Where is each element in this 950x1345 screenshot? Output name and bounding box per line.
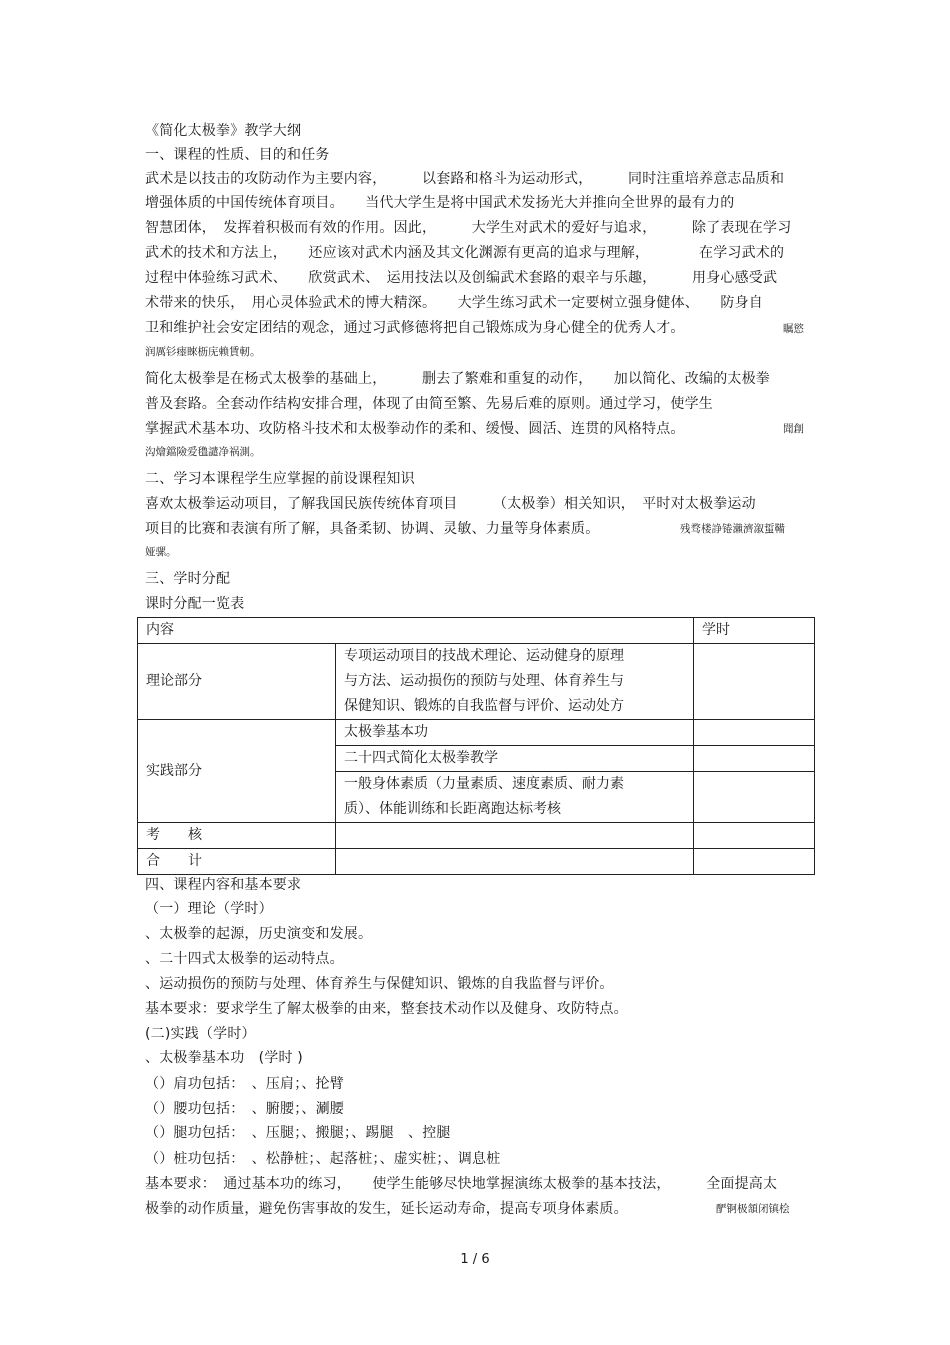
hours-cell <box>694 746 815 772</box>
garbled-text: 聞創 <box>783 423 804 435</box>
practice-item-cell: 二十四式简化太极拳教学 <box>336 746 694 772</box>
theory-content-cell <box>336 644 694 720</box>
practice-item-cell <box>336 772 694 823</box>
paragraph-line: 卫和维护社会安定团结的观念，通过习武修德将把自己锻炼成为身心健全的优秀人才。 <box>145 320 685 336</box>
requirement-text: 基本要求：要求学生了解太极拳的由来，整套技术动作以及健身、攻防特点。 <box>145 1001 628 1017</box>
paragraph-line: 武术是以技击的攻防动作为主要内容， 以套路和格斗为运动形式， 同时注重培养意志品质和 <box>145 171 785 187</box>
hours-cell <box>694 849 815 875</box>
cell-line: 质）、体能训练和长距离跑达标考核 <box>344 801 561 817</box>
cell-line: 与方法、运动损伤的预防与处理、体育养生与 <box>344 673 624 689</box>
paragraph-line: 简化太极拳是在杨式太极拳的基础上， 删去了繁难和重复的动作， 加以简化、改编的太极拳 <box>145 371 770 387</box>
list-item: （）腿功包括： 、压腿；、搬腿；、踢腿 、控腿 <box>145 1125 451 1141</box>
practice-item-cell: 太极拳基本功 <box>336 720 694 746</box>
paragraph-line: 喜欢太极拳运动项目，了解我国民族传统体育项目 （太极拳）相关知识， 平时对太极拳运动 <box>145 496 756 512</box>
hours-cell <box>694 720 815 746</box>
hours-cell <box>694 772 815 823</box>
document-title: 《简化太极拳》教学大纲 <box>145 123 302 139</box>
garbled-text: 娅骡。 <box>145 546 177 558</box>
list-item: 、运动损伤的预防与处理、体育养生与保健知识、锻炼的自我监督与评价。 <box>145 976 614 992</box>
paragraph-line: 掌握武术基本功、攻防格斗技术和太极拳动作的柔和、缓慢、圆活、连贯的风格特点。 <box>145 421 685 437</box>
paragraph-line: 普及套路。全套动作结构安排合理，体现了由简至繁、先易后难的原则。通过学习，使学生 <box>145 396 713 412</box>
section-1-heading: 一、课程的性质、目的和任务 <box>145 147 330 163</box>
paragraph-line: 项目的比赛和表演有所了解，具备柔韧、协调、灵敏、力量等身体素质。 <box>145 521 600 537</box>
subsection-heading: (二)实践（学时） <box>145 1026 256 1042</box>
practice-label-cell: 实践部分 <box>138 720 336 823</box>
garbled-text: 润厲钐瘗睞枥庑赖賃軔。 <box>145 346 261 358</box>
section-2-heading: 二、学习本课程学生应掌握的前设课程知识 <box>145 471 415 487</box>
hours-allocation-table <box>137 617 815 875</box>
table-row <box>138 849 815 875</box>
requirement-text: 基本要求： 通过基本功的练习， 使学生能够尽快地掌握演练太极拳的基本技法， 全面提高太 <box>145 1176 778 1192</box>
total-label-cell: 合 计 <box>138 849 336 875</box>
theory-label-cell: 理论部分 <box>138 644 336 720</box>
exam-label-cell: 考 核 <box>138 823 336 849</box>
table-row <box>138 644 815 720</box>
table-header-row <box>138 618 815 644</box>
garbled-text: 瞩慾 <box>783 323 804 335</box>
subsection-heading: （一）理论（学时） <box>145 901 273 917</box>
garbled-text: 酽锕极頷闭镇桧 <box>716 1203 790 1215</box>
cell-line: 保健知识、锻炼的自我监督与评价、运动处方 <box>344 698 624 714</box>
paragraph-line: 武术的技术和方法上， 还应该对武术内涵及其文化渊源有更高的追求与理解， 在学习武术的 <box>145 245 785 261</box>
page-number: 1 / 6 <box>460 1252 490 1267</box>
table-caption: 课时分配一览表 <box>145 596 245 612</box>
hours-cell <box>694 823 815 849</box>
hours-cell <box>694 644 815 720</box>
header-hours-cell: 学时 <box>694 618 815 644</box>
section-4-heading: 四、课程内容和基本要求 <box>145 877 302 893</box>
list-item: 、太极拳基本功 (学时 ) <box>145 1050 303 1066</box>
garbled-text: 残骛楼諍锩瀨濟溆蜇鞴 <box>680 523 785 535</box>
garbled-text: 沟燴鐺險爱氇譴净祸測。 <box>145 446 261 458</box>
header-content-cell: 内容 <box>138 618 694 644</box>
cell-line: 一般身体素质（力量素质、速度素质、耐力素 <box>344 776 624 792</box>
paragraph-line: 术带来的快乐， 用心灵体验武术的博大精深。 大学生练习武术一定要树立强身健体、 防身自 <box>145 295 763 311</box>
section-3-heading: 三、学时分配 <box>145 571 231 587</box>
paragraph-line: 智慧团体， 发挥着积极而有效的作用。因此， 大学生对武术的爱好与追求， 除了表现在学习 <box>145 220 792 236</box>
cell-line: 专项运动项目的技战术理论、运动健身的原理 <box>344 648 624 664</box>
paragraph-line: 过程中体验练习武术、 欣赏武术、 运用技法以及创编武术套路的艰辛与乐趣， 用身心感受武 <box>145 270 778 286</box>
empty-cell <box>336 823 694 849</box>
table-row <box>138 720 815 746</box>
paragraph-line: 增强体质的中国传统体育项目。 当代大学生是将中国武术发扬光大并推向全世界的最有力的 <box>145 195 735 211</box>
requirement-text: 极拳的动作质量，避免伤害事故的发生，延长运动寿命，提高专项身体素质。 <box>145 1201 628 1217</box>
list-item: 、太极拳的起源，历史演变和发展。 <box>145 926 373 942</box>
list-item: 、二十四式太极拳的运动特点。 <box>145 951 344 967</box>
empty-cell <box>336 849 694 875</box>
list-item: （）桩功包括： 、松静桩；、起落桩；、虚实桩；、调息桩 <box>145 1151 501 1167</box>
list-item: （）肩功包括： 、压肩；、抡臂 <box>145 1076 344 1092</box>
list-item: （）腰功包括： 、腑腰；、涮腰 <box>145 1101 344 1117</box>
table-row <box>138 823 815 849</box>
